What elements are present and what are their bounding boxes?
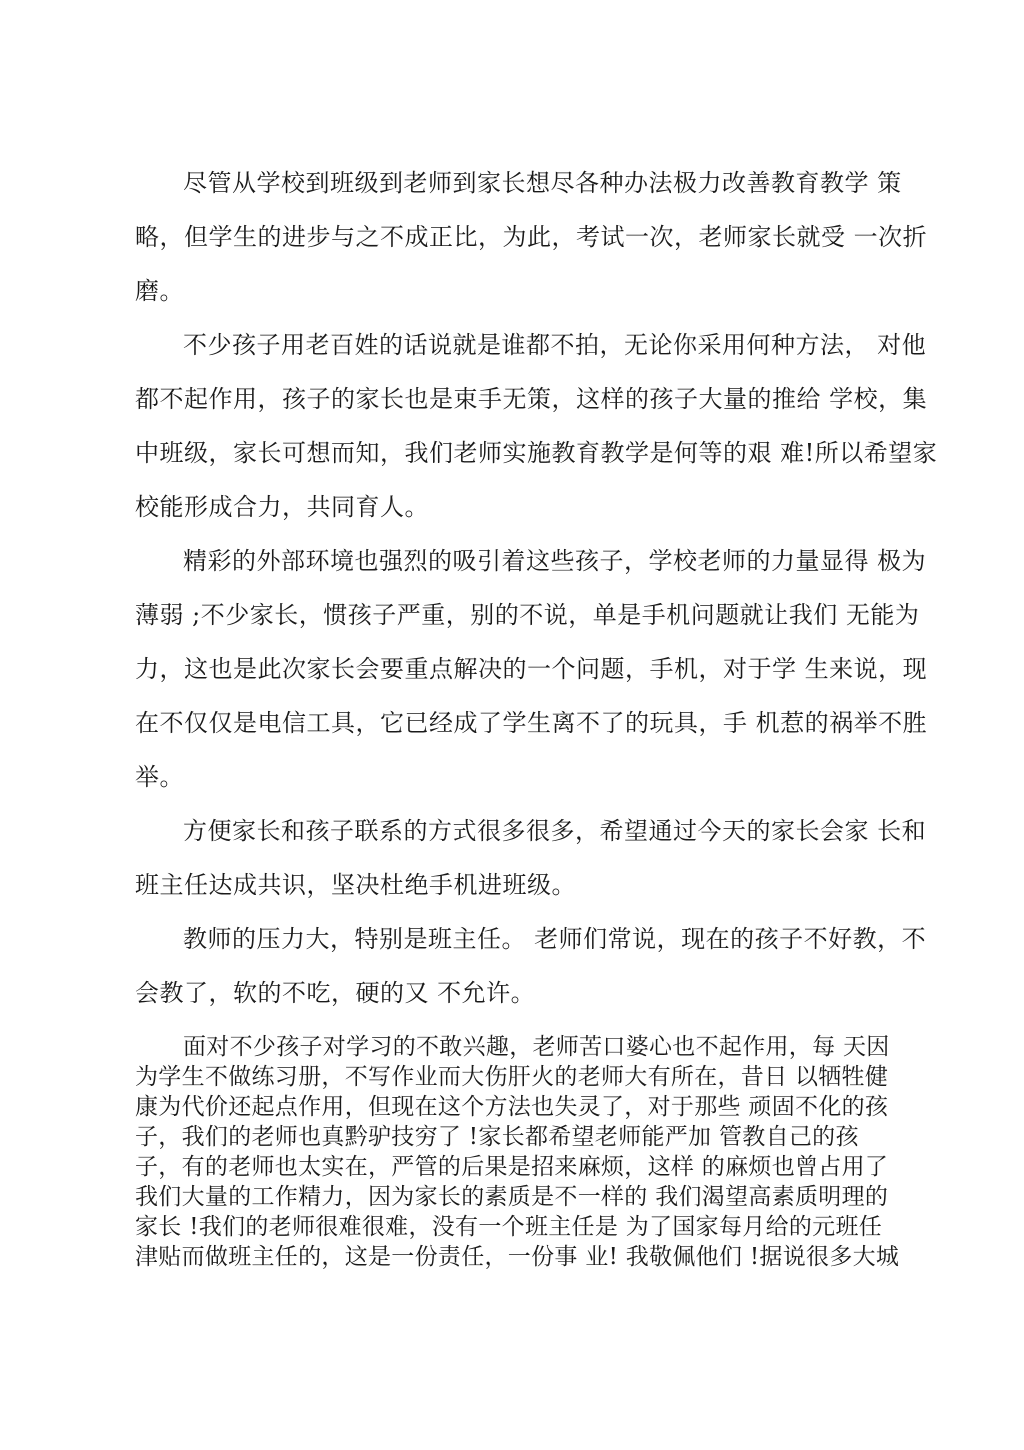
paragraph-line: 都不起作用，孩子的家长也是束手无策，这样的孩子大量的推给 学校，集	[135, 385, 928, 413]
paragraph-line: 津贴而做班主任的，这是一份责任，一份事 业! 我敬佩他们 !据说很多大城	[135, 1244, 900, 1270]
paragraph-line: 在不仅仅是电信工具，它已经成了学生离不了的玩具，手 机惹的祸举不胜	[135, 709, 928, 737]
paragraph-line: 教师的压力大，特别是班主任。 老师们常说，现在的孩子不好教，不	[183, 925, 927, 953]
paragraph-line: 尽管从学校到班级到老师到家长想尽各种办法极力改善教育教学 策	[183, 169, 902, 197]
paragraph-line: 班主任达成共识，坚决杜绝手机进班级。	[135, 871, 576, 899]
paragraph-line: 略，但学生的进步与之不成正比，为此，考试一次，老师家长就受 一次折	[135, 223, 928, 251]
paragraph-line: 方便家长和孩子联系的方式很多很多，希望通过今天的家长会家 长和	[183, 817, 927, 845]
paragraph-line: 校能形成合力，共同育人。	[135, 493, 429, 521]
paragraph-line: 为学生不做练习册，不写作业而大伤肝火的老师大有所在，昔日 以牺牲健	[135, 1064, 889, 1090]
paragraph-line: 康为代价还起点作用，但现在这个方法也失灵了，对于那些 顽固不化的孩	[135, 1094, 889, 1120]
paragraph-line: 力，这也是此次家长会要重点解决的一个问题，手机，对于学 生来说，现	[135, 655, 928, 683]
paragraph-line: 不少孩子用老百姓的话说就是谁都不拍，无论你采用何种方法， 对他	[183, 331, 927, 359]
paragraph-line: 子，有的老师也太实在，严管的后果是招来麻烦，这样 的麻烦也曾占用了	[135, 1154, 889, 1180]
paragraph-line: 中班级，家长可想而知，我们老师实施教育教学是何等的艰 难!所以希望家	[135, 439, 938, 467]
paragraph-line: 精彩的外部环境也强烈的吸引着这些孩子，学校老师的力量显得 极为	[183, 547, 927, 575]
paragraph-line: 会教了，软的不吃，硬的又 不允许。	[135, 979, 536, 1007]
paragraph-line: 薄弱 ;不少家长，惯孩子严重，别的不说，单是手机问题就让我们 无能为	[135, 601, 920, 629]
paragraph-line: 磨。	[135, 277, 184, 305]
paragraph-line: 我们大量的工作精力，因为家长的素质是不一样的 我们渴望高素质明理的	[135, 1184, 889, 1210]
paragraph-line: 家长 !我们的老师很难很难，没有一个班主任是 为了国家每月给的元班任	[135, 1214, 883, 1240]
paragraph-line: 面对不少孩子对学习的不敢兴趣，老师苦口婆心也不起作用，每 天因	[183, 1034, 890, 1060]
paragraph-line: 子，我们的老师也真黔驴技穷了 !家长都希望老师能严加 管教自己的孩	[135, 1124, 859, 1150]
paragraph-line: 举。	[135, 763, 184, 791]
